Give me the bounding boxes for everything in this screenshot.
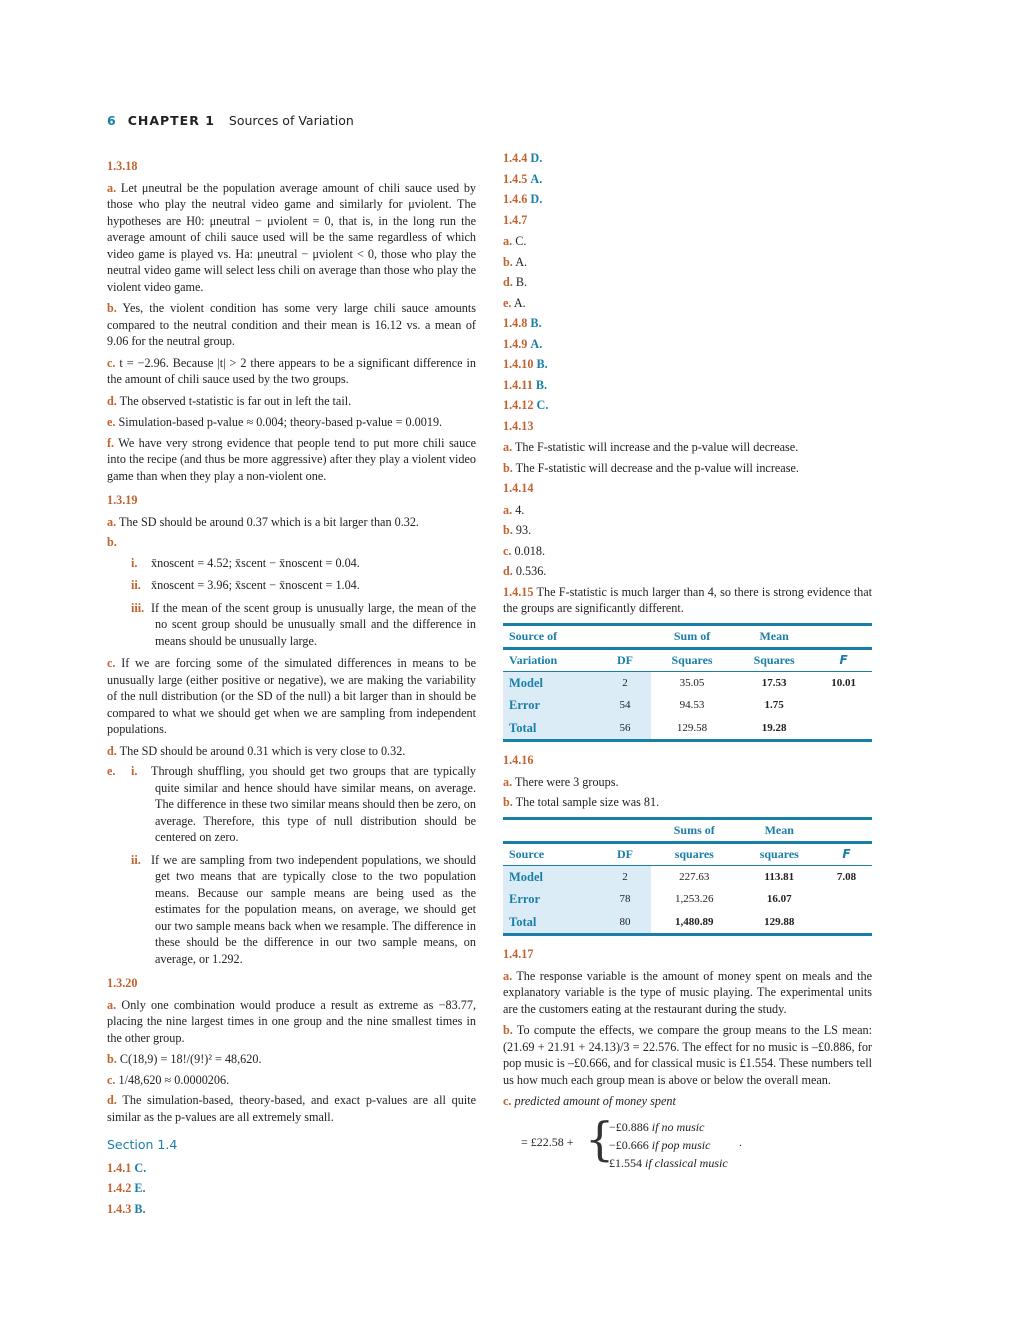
answer-1-4-16-a: a. There were 3 groups. (503, 774, 619, 789)
exercise-1-4-16-heading: 1.4.16 (503, 753, 534, 767)
answer-1-4-13-b: b. The F-statistic will decrease and the p-value will increase. (503, 460, 799, 475)
left-brace-icon: { (585, 1111, 615, 1166)
table-header: squares (738, 842, 821, 865)
answer-1-3-18-f: f. We have very strong evidence that people tend to put more chili sauce into the recipe (and thus be more aggressive) after they play a violent video game than when they play a non-violent one. (107, 435, 477, 483)
answer-1-3-20-a: a. Only one combination would produce a result as extreme as −83.77, placing the nine largest times in one group and the nine smallest times in the other group. (107, 997, 477, 1045)
answer-1-3-19-b: b. (107, 535, 117, 549)
quick-answer: 1.4.2 E. (107, 1181, 146, 1195)
exercise-1-4-17-heading: 1.4.17 (503, 947, 534, 961)
answer-1-4-13-a: a. The F-statistic will increase and the p-value will decrease. (503, 440, 799, 454)
table-header: Sum of (673, 628, 711, 643)
answer-1-3-19-c: c. If we are forcing some of the simulated differences in means to be unusually large (either positive or negative), we are making the variability of the null distribution (or the SD of the null) a bit larger than in should be compared to what we should get when we are sampling from independent populations. (107, 656, 477, 736)
prediction-case: −£0.666 if pop music (609, 1137, 711, 1152)
answer-1-3-19-e-ii: ii. If we are sampling from two independent populations, we should get two means that are typically close to the two population means. Because our sample means are being used as the estimates for the population means, on average, we should get our two sample means back when we resample. The difference in these should be the difference in our two sample means, on average, or 1.292. (131, 852, 476, 966)
table-row: Model 2 227.63 113.81 7.08 (503, 865, 872, 888)
answer-1-3-18-e: e. Simulation-based p-value ≈ 0.004; theory-based p-value = 0.0019. (107, 415, 443, 429)
answer-1-3-19-b-iii: iii. If the mean of the scent group is unusually large, the mean of the no scent group should be unusually small and the difference in means should be unusually large. (131, 600, 476, 648)
answer-1-4-7-item: b. A. (503, 254, 528, 269)
prediction-case: £1.554 if classical music (609, 1155, 728, 1170)
prediction-lhs: = £22.58 + (521, 1134, 574, 1149)
answer-1-3-19-b-i: i. x̄noscent = 4.52; x̄scent − x̄noscent = 0.04. (131, 555, 360, 570)
answer-1-4-7-item: e. A. (503, 295, 526, 310)
table-row: Error 54 94.53 1.75 (503, 694, 872, 717)
answer-1-3-19-e-i: e. i. Through shuffling, you should get two groups that are typically quite similar and hence should have similar means, on average. The difference in these two similar means should then be zero, on average. Therefore, this type of null distribution should be centered on zero. (107, 764, 476, 844)
table-header (599, 624, 651, 648)
quick-answer: 1.4.11 B. (503, 377, 548, 392)
exercise-1-3-18-heading: 1.3.18 (107, 159, 138, 173)
exercise-1-4-13-heading: 1.4.13 (503, 418, 534, 433)
table-header: F (815, 648, 872, 671)
table-header: Squares (733, 648, 815, 671)
anova-table-1-4-16 (503, 817, 872, 937)
answer-1-3-20-c: c. 1/48,620 ≈ 0.0000206. (107, 1072, 230, 1087)
chapter-label: CHAPTER 1 (127, 113, 215, 128)
answer-1-4-14-item: a. 4. (503, 502, 525, 517)
answer-1-4-17-c: c. predicted amount of money spent (503, 1094, 676, 1108)
exercise-1-3-19-heading: 1.3.19 (107, 493, 138, 507)
answer-1-3-18-b: b. Yes, the violent condition has some very large chili sauce amounts compared to the neutral condition and their mean is 16.12 vs. a mean of 9.06 for the neutral group. (107, 301, 476, 348)
quick-answer: 1.4.8 B. (503, 316, 542, 330)
exercise-1-4-7-heading: 1.4.7 (503, 212, 528, 227)
running-header (107, 113, 354, 130)
answer-1-4-7-item: a. C. (503, 234, 527, 248)
answer-1-3-18-d: d. The observed t-statistic is far out in left the tail. (107, 393, 352, 408)
quick-answer: 1.4.3 B. (107, 1201, 146, 1216)
quick-answer: 1.4.10 B. (503, 357, 548, 371)
answer-1-3-20-d: d. The simulation-based, theory-based, and exact p-values are all quite similar as the p-values are all extremely small. (107, 1093, 476, 1124)
prediction-end: . (739, 1134, 742, 1149)
table-header: Squares (651, 648, 733, 671)
table-header: squares (651, 842, 738, 865)
table-header (815, 624, 872, 648)
answer-1-4-15: 1.4.15 The F-statistic is much larger than 4, so there is strong evidence that the groups are significantly different. (503, 584, 872, 615)
table-header: DF (599, 842, 651, 865)
table-header: Source of (509, 628, 558, 643)
prediction-case: −£0.886 if no music (609, 1119, 705, 1134)
page-number: 6 (107, 113, 116, 128)
prediction-equation (521, 1111, 872, 1170)
answer-1-4-17-b: b. To compute the effects, we compare the group means to the LS mean: (21.69 + 21.91 + 24.13)/3 = 22.576. The effect for no music is –£0.886, for pop music is –£0.666, and for classical music is £1.554. These numbers tell us how much each group mean is above or below the overall mean. (503, 1023, 873, 1087)
quick-answer: 1.4.5 A. (503, 171, 543, 186)
quick-answer: 1.4.1 C. (107, 1160, 147, 1175)
table-header (599, 818, 651, 842)
quick-answer: 1.4.12 C. (503, 398, 549, 412)
answer-1-3-19-a: a. The SD should be around 0.37 which is a bit larger than 0.32. (107, 514, 419, 529)
answer-1-3-18-a: a. Let μneutral be the population average amount of chili sauce used by those who play the neutral video game and similarly for μviolent. The hypotheses are H0: μneutral − μviolent = 0, that is, in the long run the average amount of chili sauce used will be the same regardless of which video game is played vs. Ha: μneutral − μviolent < 0, those who play the neutral video game will select less chili on average than those who play the violent video game. (107, 180, 477, 294)
table-header (821, 818, 872, 842)
table-header: Mean (764, 822, 794, 837)
answer-1-4-17-a: a. The response variable is the amount of money spent on meals and the explanatory variable is the type of music playing. The experimental units are the customers eating at the restaurant during the study. (503, 968, 872, 1016)
exercise-1-3-20-heading: 1.3.20 (107, 976, 138, 990)
answer-1-4-16-b: b. The total sample size was 81. (503, 795, 660, 809)
table-header: Variation (503, 648, 599, 671)
answer-1-4-7-item: d. B. (503, 275, 528, 289)
section-1-4-title: Section 1.4 (107, 1137, 178, 1152)
table-header: F (821, 842, 872, 865)
answer-1-3-19-d: d. The SD should be around 0.31 which is very close to 0.32. (107, 743, 406, 758)
table-header: Source (503, 842, 599, 865)
answer-1-4-14-item: b. 93. (503, 523, 532, 537)
answer-1-4-14-item: c. 0.018. (503, 543, 545, 558)
answer-1-4-14-item: d. 0.536. (503, 564, 547, 578)
table-header: Sums of (673, 822, 715, 837)
table-row: Model 2 35.05 17.53 10.01 (503, 671, 872, 694)
table-header: Mean (759, 628, 789, 643)
answer-1-3-20-b: b. C(18,9) = 18!/(9!)² = 48,620. (107, 1052, 262, 1066)
quick-answer: 1.4.9 A. (503, 336, 543, 351)
table-row: Error 78 1,253.26 16.07 (503, 888, 872, 911)
answer-1-3-19-e (107, 763, 476, 967)
left-column (107, 150, 476, 1221)
quick-answer: 1.4.6 D. (503, 192, 543, 206)
anova-table-1-4-15 (503, 623, 872, 743)
chapter-title: Sources of Variation (228, 113, 354, 128)
exercise-1-4-14-heading: 1.4.14 (503, 481, 534, 495)
prediction-cases (609, 1118, 728, 1172)
table-row: Total 56 129.58 19.28 (503, 717, 872, 741)
table-row: Total 80 1,480.89 129.88 (503, 911, 872, 935)
quick-answer: 1.4.4 D. (503, 151, 543, 165)
table-header: DF (599, 648, 651, 671)
right-column (503, 150, 873, 1170)
answer-1-3-19-b-ii: ii. x̄noscent = 3.96; x̄scent − x̄noscent = 1.04. (131, 578, 360, 592)
answer-1-3-18-c: c. t = −2.96. Because |t| > 2 there appears to be a significant difference in the amount of chili sauce used by the two groups. (107, 355, 477, 386)
table-header (503, 818, 599, 842)
